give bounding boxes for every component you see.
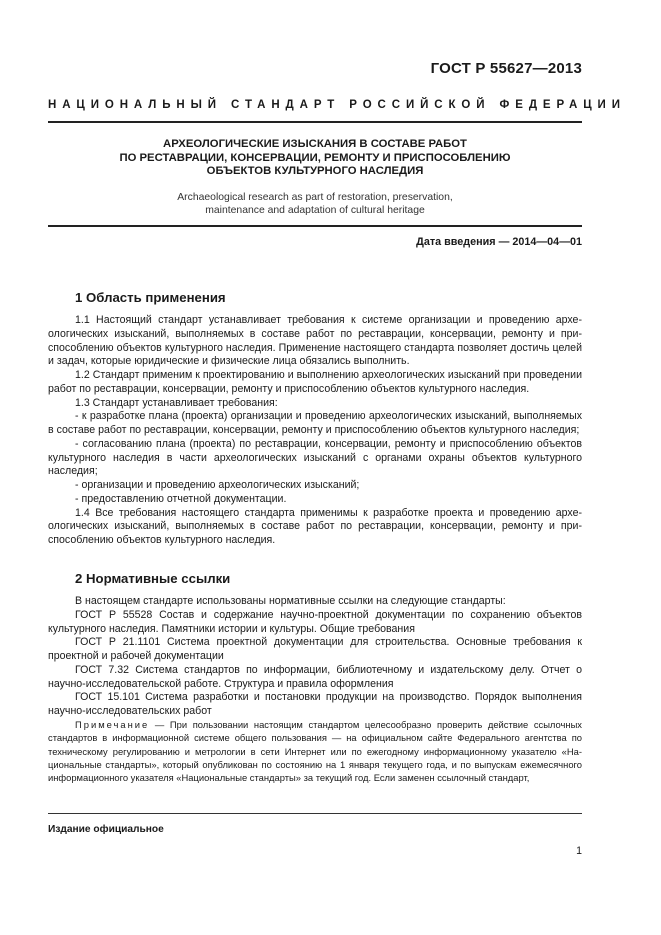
gost-number: ГОСТ Р 55627—2013 xyxy=(430,60,582,77)
section-1-body xyxy=(48,314,582,548)
introduction-date: Дата введения — 2014—04—01 xyxy=(416,236,582,248)
title-divider xyxy=(48,225,582,227)
title-line: ПО РЕСТАВРАЦИИ, КОНСЕРВАЦИИ, РЕМОНТУ И ПРИСПОСОБЛЕНИЮ xyxy=(119,151,511,164)
title-line: ОБЪЕКТОВ КУЛЬТУРНОГО НАСЛЕДИЯ xyxy=(206,165,424,178)
paragraph: 1.2 Стандарт применим к проектированию и выполнению археологических изысканий при проведении работ по реставрации, консервации, ремонту и приспособлению объектов культурного наследия. xyxy=(48,369,582,395)
note-text: — При пользовании настоящим стандартом целесообразно проверить действие ссылочных стандартов в информационной системе общего пользования — на официальном сайте Федерального агентства по техническому регулированию и метрологии в сети Интернет или по ежегодному информационному указателю «Национальные стандарты», который опубликован по состоянию на 1 января текущего года, и по выпускам ежемесячного информационного указателя «Национальные стандарты» за текущий год. Если заменен ссылочный стандарт, xyxy=(48,719,582,784)
paragraph: 1.1 Настоящий стандарт устанавливает требования к системе организации и проведению археологических изысканий, выполняемых в составе работ по реставрации, консервации, ремонту и приспособлению объектов культурного наследия. Применение настоящего стандарта позволяет достичь целей и задач, которые юридические и физические лица обязались выполнить. xyxy=(48,314,582,368)
section-2-heading: 2 Нормативные ссылки xyxy=(75,571,231,586)
paragraph: 1.4 Все требования настоящего стандарта применимы к разработке проекта и проведению археологических изысканий, выполняемых в составе работ по реставрации, консервации, ремонту и приспособлению объектов культурного наследия. xyxy=(48,506,582,546)
note-label: Примечание xyxy=(75,719,150,730)
section-1-heading: 1 Область применения xyxy=(75,290,226,305)
national-standard-banner: НАЦИОНАЛЬНЫЙ СТАНДАРТ РОССИЙСКОЙ ФЕДЕРАЦИИ xyxy=(48,99,626,111)
document-title xyxy=(48,138,582,179)
reference-item: ГОСТ Р 55528 Состав и содержание научно-проектной документации по сохранению объектов культурного наследия. Памятники истории и культуры. Общие требования xyxy=(48,608,582,635)
reference-item: ГОСТ Р 21.1101 Система проектной документации для строительства. Основные требования к проектной и рабочей документации xyxy=(48,636,582,662)
footer-divider xyxy=(48,813,582,814)
reference-item: ГОСТ 7.32 Система стандартов по информации, библиотечному и издательскому делу. Отчет о научно-исследовательской работе. Структура и правила оформления xyxy=(48,663,582,690)
list-item: - к разработке плана (проекта) организации и проведению археологических изысканий, выполняемых в составе работ по реставрации, консервации, ремонту и приспособлению объектов культурного наследия; xyxy=(48,410,582,436)
section-2-body xyxy=(48,595,582,719)
official-edition-label: Издание официальное xyxy=(48,824,164,835)
english-title-line: maintenance and adaptation of cultural heritage xyxy=(205,205,425,216)
page-number: 1 xyxy=(576,845,582,857)
paragraph: В настоящем стандарте использованы нормативные ссылки на следующие стандарты: xyxy=(75,595,506,607)
paragraph: 1.3 Стандарт устанавливает требования: xyxy=(75,396,278,409)
header-divider xyxy=(48,121,582,123)
title-line: АРХЕОЛОГИЧЕСКИЕ ИЗЫСКАНИЯ В СОСТАВЕ РАБОТ xyxy=(163,138,467,150)
english-title xyxy=(48,191,582,217)
list-item: - организации и проведению археологических изысканий; xyxy=(75,479,360,491)
english-title-line: Archaeological research as part of restoration, preservation, xyxy=(177,192,453,203)
reference-item: ГОСТ 15.101 Система разработки и постановки продукции на производство. Порядок выполнения научно-исследовательских работ xyxy=(48,691,582,717)
list-item: - предоставлению отчетной документации. xyxy=(75,492,287,505)
list-item: - согласованию плана (проекта) по реставрации, консервации, ремонту и приспособлению объектов культурного наследия в части археологических изысканий с органами охраны объектов культурного наследия; xyxy=(48,437,582,478)
note xyxy=(48,718,582,784)
